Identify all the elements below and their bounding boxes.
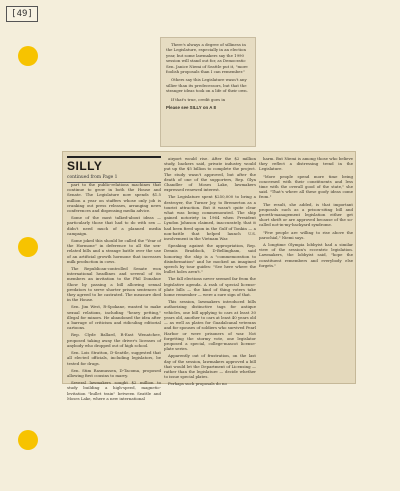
paragraph: The fall elections never seemed far from the legislative agenda. A rash of special license-plate bills — the kind of thing voters take home remember — were a sure sign of that.: [164, 276, 256, 298]
front-page-clipping: [160, 37, 256, 147]
paragraph: If that's true, credit goes in: [171, 96, 226, 102]
paragraph: harm. But Niemi is among those who believe they reflect a distressing trend in the Legislature.: [259, 156, 353, 172]
continued-from: continued from Page 1: [67, 175, 161, 183]
paragraph: Perhaps such proposals do no: [168, 381, 227, 387]
punch-hole: [18, 46, 38, 66]
headline: SILLY: [67, 156, 161, 173]
article-column-1: [67, 182, 161, 403]
paragraph: The Legislature spent $250,000 to bring a destroyer, the Turner Joy, to Bremerton as a tourist attraction. But it wasn't quite clear what was being commemorated. The ship gained notoriety in 1964 when President Lyndon Johnson claimed, inaccurately, that it had been fired upon in the Gulf of Tonkin — a non-battle that helped launch U.S. involvement in the Vietnam War.: [164, 194, 256, 242]
paragraph: A longtime Olympia lobbyist had a similar view of the session's eccentric legislation. Lawmakers, the lobbyist said, "hope the constituent remembers and everybody else forgets.": [259, 242, 353, 268]
paragraph: Speaking against the appropriation, Rep. Dennis Braddock, D-Bellingham, said honoring the ship is a "commemoration to disinformation" and he mocked an imagined speech by tour guides: "See here where the bullet holes aren't.": [164, 243, 256, 275]
article-head: [67, 156, 161, 183]
paragraph: Rep. Clyde Ballard, R-East Wenatchee, proposed taking away the driver's licenses of anybody who dropped out of high school.: [67, 332, 161, 348]
continuation-clipping: [62, 151, 356, 401]
paragraph: Apparently out of frustration, on the last day of the session, lawmakers approved a bill that would let the Department of Licensing — rather than the legislature — decide whether to issue special plates.: [164, 353, 256, 380]
continuation-line: Please see SILLY on A 8: [166, 105, 216, 111]
paragraph: Others say this Legislature wasn't any sillier than its predecessors, but that the stranger ideas took on a life of their own.: [166, 77, 248, 94]
paragraph: Several lawmakers sought $2 million to study building a high-speed, magnetic-levitation "bullet train" between Seattle and Moses Lake, where a new international: [67, 380, 161, 401]
punch-hole: [18, 430, 38, 450]
paragraph: Sen. Stim Rasmussen, D-Tacoma, proposed allowing first cousins to marry.: [67, 367, 161, 378]
paragraph: Some of the most talked-about ideas — particularly those that had to do with sex — didn't need much of a planned media campaign.: [67, 215, 161, 236]
article-column-3: [259, 156, 353, 270]
paragraph: "More people spend more time being concerned with their constituents and less time with the overall good of the state," she said. "That's where all these goofy ideas come from.": [259, 173, 353, 200]
article-column-2: [164, 156, 256, 389]
paragraph: Sen. Lois Stratton, D-Seattle, suggested that all elected officials, including legislators, be tested for drugs.: [67, 350, 161, 366]
paragraph: Sen. Jim West, R-Spokane, wanted to make sexual relations, including "heavy petting," illegal for minors. He abandoned the idea after a barrage of criticism and ridiculing editorial cartoons.: [67, 304, 161, 331]
paragraph: "Few people are willing to rise above the parochial," Niemi says.: [259, 229, 353, 240]
paragraph: There's always a degree of silliness in the Legislature, especially in an election year, but some lawmakers say the 1990 session will stand out for, as Democratic Sen. Janice Niemi of Seattle put it, "more foolish proposals than I can remember.": [166, 42, 248, 75]
punch-hole: [18, 237, 38, 257]
paragraph: airport would rise. After the $2 million study, backers said, private industry would put up the $5 billion to complete the project. The study wasn't approved, but after the death of one of the supporters, Rep. Glyn Chandler of Moses Lake, lawmakers expressed renewed interest.: [164, 156, 256, 193]
paragraph: The result, she added, is that important proposals such as a prison-siting bill and growth-management legislation either get short shrift or are approved because of the so-called not-in-my-backyard syndrome.: [259, 201, 353, 228]
paragraph: This session, lawmakers introduced bills authorizing distinctive tags for antique vehicles, one bill applying to cars at least 30 years old, another to cars at least 40 years old — as well as plates for Guadalcanal veterans and for spouses of soldiers who survived Pearl Harbor or were prisoners of war. Not forgetting the stormy vote, one legislator proposed a special, college-mascot license-plate series.: [164, 299, 256, 352]
paragraph: Some joked this should be called the "Year of the Hormone" in deference to all the sex-related bills and a strange battle over the use of an artificial growth hormone that increases milk production in cows.: [67, 238, 161, 264]
page-number-tag: [49]: [6, 6, 38, 22]
paragraph: The Republican-controlled Senate won international headlines and several of its members an invitation to the Phil Donahue Show by passing a bill allowing sexual predators to serve shorter prison sentences if they agreed to be castrated. The measure died in the House.: [67, 266, 161, 303]
paragraph: part to the public-relations machines that continue to grow in both the House and Senate. The Legislature now spends $1.5 million a year on staffers whose only job is cranking out press releases, arranging news conferences and dispensing media advice.: [67, 182, 161, 214]
